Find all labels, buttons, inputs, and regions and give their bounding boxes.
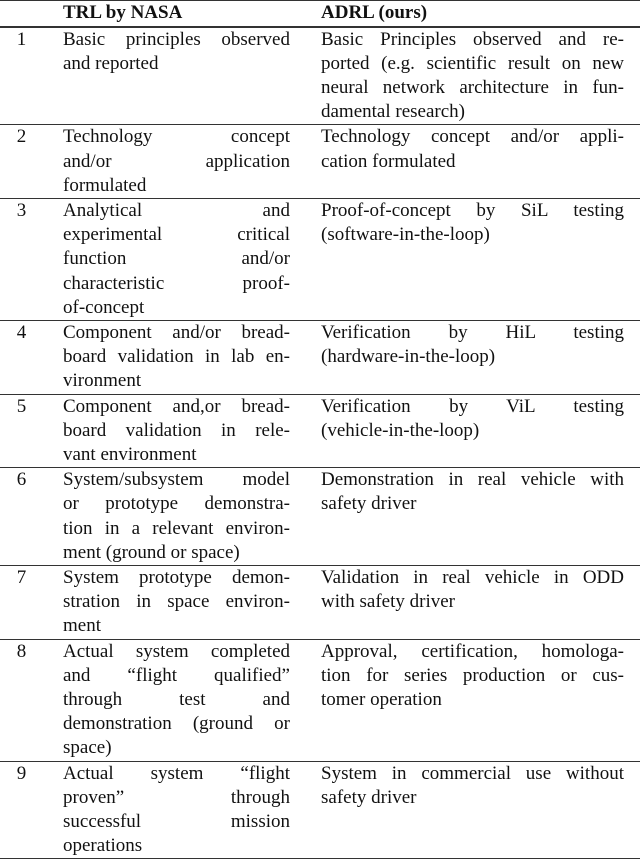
nasa-cell	[63, 198, 321, 320]
cell-text-line: board validation in lab en-	[63, 346, 290, 368]
nasa-cell	[63, 394, 321, 468]
cell-text-line: Basic Principles observed and re-	[321, 28, 624, 50]
table-row	[0, 639, 640, 761]
cell-text-line: and “flight qualified”	[63, 664, 290, 686]
cell-text-line: space)	[63, 737, 112, 759]
adrl-cell	[321, 639, 640, 761]
nasa-cell	[63, 125, 321, 199]
adrl-cell	[321, 27, 640, 125]
cell-text-line: tomer operation	[321, 688, 442, 710]
cell-text-line: Component and,or bread-	[63, 395, 290, 417]
level-cell: 9	[16, 762, 27, 784]
adrl-cell	[321, 125, 640, 199]
table-row	[0, 320, 640, 394]
table-row	[0, 761, 640, 859]
level-cell: 1	[16, 28, 27, 50]
cell-text-line: and/or application	[63, 150, 290, 172]
cell-text-line: Actual system completed	[63, 640, 290, 662]
cell-text-line: System prototype demon-	[63, 566, 290, 588]
level-cell: 4	[16, 321, 27, 343]
cell-text-line: Analytical and	[63, 199, 290, 221]
adrl-cell	[321, 468, 640, 566]
cell-text-line: Validation in real vehicle in ODD	[321, 566, 624, 588]
cell-text-line: Technology concept and/or appli-	[321, 126, 624, 148]
cell-text-line: demonstration (ground or	[63, 713, 290, 735]
cell-text-line: safety driver	[321, 786, 417, 808]
table-row	[0, 27, 640, 125]
cell-text-line: (vehicle-in-the-loop)	[321, 419, 480, 441]
cell-text-line: board validation in rele-	[63, 419, 290, 441]
cell-text-line: Demonstration in real vehicle with	[321, 469, 624, 491]
table-row	[0, 565, 640, 639]
cell-text-line: cation formulated	[321, 150, 456, 172]
table-header-row	[0, 1, 640, 27]
cell-text-line: Verification by HiL testing	[321, 321, 624, 343]
table-body	[0, 27, 640, 859]
cell-text-line: function and/or	[63, 248, 290, 270]
level-cell: 8	[16, 640, 27, 662]
cell-text-line: Component and/or bread-	[63, 321, 290, 343]
cell-text-line: Verification by ViL testing	[321, 395, 624, 417]
cell-text-line: System/subsystem model	[63, 469, 290, 491]
level-cell: 3	[16, 199, 27, 221]
cell-text-line: vant environment	[63, 443, 197, 465]
table-row	[0, 468, 640, 566]
adrl-cell	[321, 394, 640, 468]
cell-text-line: stration in space environ-	[63, 591, 290, 613]
header-adrl: ADRL (ours)	[321, 2, 428, 23]
cell-text-line: or prototype demonstra-	[63, 493, 290, 515]
cell-text-line: and reported	[63, 52, 159, 74]
table-row	[0, 198, 640, 320]
cell-text-line: vironment	[63, 370, 142, 392]
nasa-cell	[63, 320, 321, 394]
header-level	[0, 1, 63, 27]
cell-text-line: System in commercial use without	[321, 762, 624, 784]
table-row	[0, 125, 640, 199]
cell-text-line: neural network architecture in fun-	[321, 76, 624, 98]
table-row	[0, 394, 640, 468]
level-cell: 7	[16, 566, 27, 588]
cell-text-line: (software-in-the-loop)	[321, 224, 490, 246]
cell-text-line: with safety driver	[321, 591, 456, 613]
adrl-cell	[321, 565, 640, 639]
cell-text-line: Basic principles observed	[63, 28, 290, 50]
level-cell: 2	[16, 126, 27, 148]
adrl-cell	[321, 198, 640, 320]
cell-text-line: proven” through	[63, 786, 290, 808]
nasa-cell	[63, 27, 321, 125]
cell-text-line: through test and	[63, 688, 290, 710]
cell-text-line: Actual system “flight	[63, 762, 290, 784]
nasa-cell	[63, 468, 321, 566]
cell-text-line: successful mission	[63, 811, 290, 832]
cell-text-line: ported (e.g. scientific result on new	[321, 52, 624, 74]
cell-text-line: Approval, certification, homologa-	[321, 640, 624, 662]
cell-text-line: ment (ground or space)	[63, 541, 240, 563]
cell-text-line: tion in a relevant environ-	[63, 517, 290, 539]
level-cell: 5	[16, 395, 27, 417]
cell-text-line: ment	[63, 615, 101, 637]
cell-text-line: characteristic proof-	[63, 272, 290, 294]
cell-text-line: damental research)	[321, 101, 465, 123]
cell-text-line: Proof-of-concept by SiL testing	[321, 199, 624, 221]
cell-text-line: experimental critical	[63, 224, 290, 246]
cell-text-line: formulated	[63, 174, 147, 196]
adrl-cell	[321, 761, 640, 859]
cell-text-line: of-concept	[63, 296, 145, 318]
cell-text-line: tion for series production or cus-	[321, 664, 624, 686]
adrl-cell	[321, 320, 640, 394]
nasa-cell	[63, 761, 321, 859]
nasa-cell	[63, 639, 321, 761]
cell-text-line: Technology concept	[63, 126, 290, 148]
level-cell: 6	[16, 469, 27, 491]
nasa-cell	[63, 565, 321, 639]
cell-text-line: safety driver	[321, 493, 417, 515]
cell-text-line: operations	[63, 835, 143, 857]
cell-text-line: (hardware-in-the-loop)	[321, 346, 496, 368]
header-nasa: TRL by NASA	[63, 2, 183, 23]
